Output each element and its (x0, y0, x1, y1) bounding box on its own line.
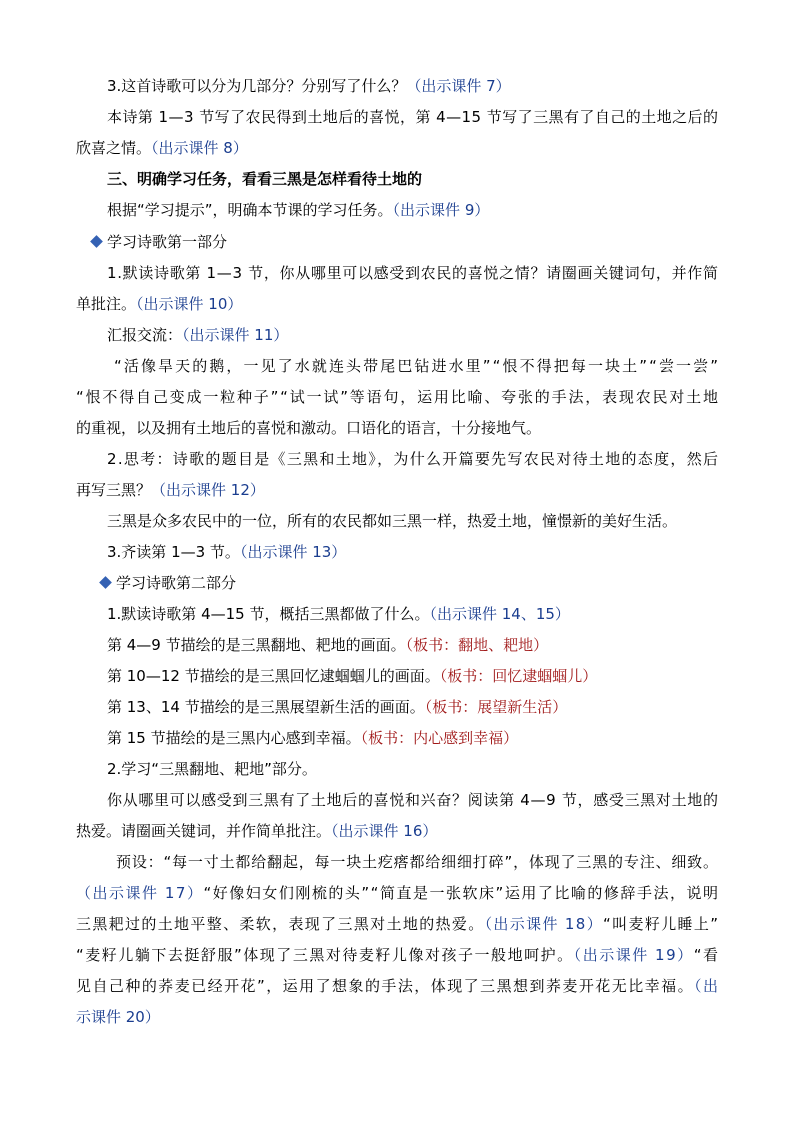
text-line (76, 294, 794, 314)
text-line (116, 852, 794, 872)
courseware-reference: （出示课件 18） (484, 915, 604, 933)
text-line (76, 1007, 794, 1027)
line-content (107, 636, 548, 654)
text-line (76, 480, 794, 500)
text-line (114, 356, 794, 376)
line-content (76, 1008, 160, 1026)
courseware-reference: （出示课件 12） (151, 481, 265, 499)
text-segment: 预设：“每一寸土都给翻起，每一块土疙瘩都给细细打碎”，体现了三黑的专注、细致。 (116, 853, 719, 871)
text-segment: 三黑是众多农民中的一位，所有的农民都如三黑一样，热爱土地，憧憬新的美好生活。 (107, 512, 678, 530)
text-segment: 三黑耙过的土地平整、柔软，表现了三黑对土地的热爱。 (76, 915, 485, 933)
text-line (107, 449, 794, 469)
line-content (107, 201, 489, 219)
line-content (107, 512, 677, 530)
subsection-heading (97, 573, 794, 593)
line-content (76, 295, 242, 313)
text-segment: 1.默读诗歌第 4—15 节，概括三黑都做了什么。 (107, 605, 430, 623)
text-segment: 再写三黑？ (76, 481, 152, 499)
text-line (107, 200, 794, 220)
line-content (76, 139, 248, 157)
courseware-reference: （出示课件 13） (239, 543, 347, 561)
text-line (76, 976, 794, 996)
line-content (107, 326, 288, 344)
subsection-heading (88, 232, 794, 252)
courseware-reference: （出示课件 17） (76, 884, 204, 902)
text-line (107, 263, 794, 283)
text-line (76, 883, 794, 903)
line-content (107, 77, 511, 95)
text-segment: 2.学习“三黑翻地、耙地”部分。 (107, 760, 317, 778)
text-segment: “看 (693, 946, 720, 964)
courseware-reference: （出示课件 19） (573, 946, 694, 964)
courseware-reference: （板书：翻地、耙地） (405, 636, 549, 654)
text-segment: 1.默读诗歌第 1—3 节，你从哪里可以感受到农民的喜悦之情？请圈画关键词句，并作简 (107, 264, 719, 282)
text-segment: 热爱。请圈画关键词，并作简单批注。 (76, 822, 332, 840)
line-content (107, 543, 346, 561)
line-content (107, 698, 567, 716)
courseware-reference: （出示课件 14、15） (429, 605, 570, 623)
text-segment: “好像妇女们刚梳的头”“简直是一张软床”运用了比喻的修辞手法，说明 (203, 884, 720, 902)
text-segment: “恨不得自己变成一粒种子”“试一试”等语句，运用比喻、夸张的手法，表现农民对土地 (76, 388, 720, 406)
courseware-reference: （板书：内心感到幸福） (360, 729, 519, 747)
line-content (107, 233, 227, 251)
courseware-reference: （板书：回忆逮蝈蝈儿） (439, 667, 598, 685)
text-line (107, 697, 794, 717)
text-segment: 你从哪里可以感受到三黑有了土地后的喜悦和兴奋？阅读第 4—9 节，感受三黑对土地的 (107, 791, 719, 809)
text-line (107, 759, 794, 779)
text-line (107, 635, 794, 655)
courseware-reference: （出示课件 8） (151, 139, 248, 157)
text-segment: 学习诗歌第一部分 (107, 233, 228, 251)
text-segment: 见自己种的荞麦已经开花”，运用了想象的手法，体现了三黑想到荞麦开花无比幸福。 (76, 977, 695, 995)
line-content (107, 170, 422, 188)
line-content (76, 977, 719, 995)
text-segment: “叫麦籽儿睡上” (603, 915, 720, 933)
line-content (76, 419, 541, 437)
text-line (107, 666, 794, 686)
line-content (107, 108, 718, 126)
line-content (107, 264, 719, 282)
text-segment: 第 4—9 节描绘的是三黑翻地、耙地的画面。 (107, 636, 406, 654)
text-segment: 三、明确学习任务，看看三黑是怎样看待土地的 (107, 170, 423, 188)
text-line (107, 76, 794, 96)
text-line (76, 821, 794, 841)
text-segment: “活像旱天的鹅，一见了水就连头带尾巴钻进水里”“恨不得把每一块土”“尝一尝” (114, 357, 721, 375)
text-line (107, 728, 794, 748)
line-content (76, 946, 720, 964)
text-segment: 第 13、14 节描绘的是三黑展望新生活的画面。 (107, 698, 425, 716)
text-line (107, 542, 794, 562)
text-line (76, 418, 794, 438)
line-content (116, 853, 719, 871)
text-segment: 本诗第 1—3 节写了农民得到土地后的喜悦，第 4—15 节写了三黑有了自己的土地之后的 (107, 108, 719, 126)
line-content (76, 915, 719, 933)
text-line (76, 387, 794, 407)
text-segment: 第 15 节描绘的是三黑内心感到幸福。 (107, 729, 361, 747)
courseware-reference: （出示课件 11） (182, 326, 289, 344)
line-content (76, 884, 720, 902)
courseware-reference: （出示课件 16） (331, 822, 438, 840)
text-segment: 学习诗歌第二部分 (116, 574, 237, 592)
line-content (107, 760, 317, 778)
line-content (76, 822, 437, 840)
courseware-reference: （出示课件 10） (136, 295, 243, 313)
line-content (76, 388, 720, 406)
text-line (76, 138, 794, 158)
line-content (107, 729, 518, 747)
courseware-reference: （出示课件 9） (392, 201, 490, 219)
text-line (107, 604, 794, 624)
text-line (76, 945, 794, 965)
text-line (107, 511, 794, 531)
diamond-bullet-icon (99, 576, 112, 589)
text-segment: 3.这首诗歌可以分为几部分？分别写了什么？ (107, 77, 407, 95)
text-segment: “麦籽儿躺下去挺舒服”体现了三黑对待麦籽儿像对孩子一般地呵护。 (76, 946, 574, 964)
line-content (116, 574, 236, 592)
line-content (107, 605, 570, 623)
diamond-bullet-icon (90, 235, 103, 248)
text-line (107, 325, 794, 345)
courseware-reference: （出 (694, 977, 720, 995)
section-heading (107, 169, 794, 189)
text-segment: 单批注。 (76, 295, 137, 313)
courseware-reference: （出示课件 7） (406, 77, 511, 95)
text-line (76, 914, 794, 934)
text-segment: 的重视，以及拥有土地后的喜悦和激动。口语化的语言，十分接地气。 (76, 419, 542, 437)
text-line (107, 107, 794, 127)
text-segment: 3.齐读第 1—3 节。 (107, 543, 240, 561)
courseware-reference: 示课件 20） (76, 1008, 160, 1026)
courseware-reference: （板书：展望新生活） (424, 698, 568, 716)
line-content (107, 791, 719, 809)
text-segment: 2.思考：诗歌的题目是《三黑和土地》，为什么开篇要先写农民对待土地的态度，然后 (107, 450, 720, 468)
text-segment: 第 10—12 节描绘的是三黑回忆逮蝈蝈儿的画面。 (107, 667, 440, 685)
line-content (107, 667, 597, 685)
line-content (76, 481, 265, 499)
text-segment: 汇报交流： (107, 326, 183, 344)
text-line (107, 790, 794, 810)
line-content (107, 450, 719, 468)
line-content (114, 357, 720, 375)
text-segment: 欣喜之情。 (76, 139, 152, 157)
text-segment: 根据“学习提示”，明确本节课的学习任务。 (107, 201, 393, 219)
